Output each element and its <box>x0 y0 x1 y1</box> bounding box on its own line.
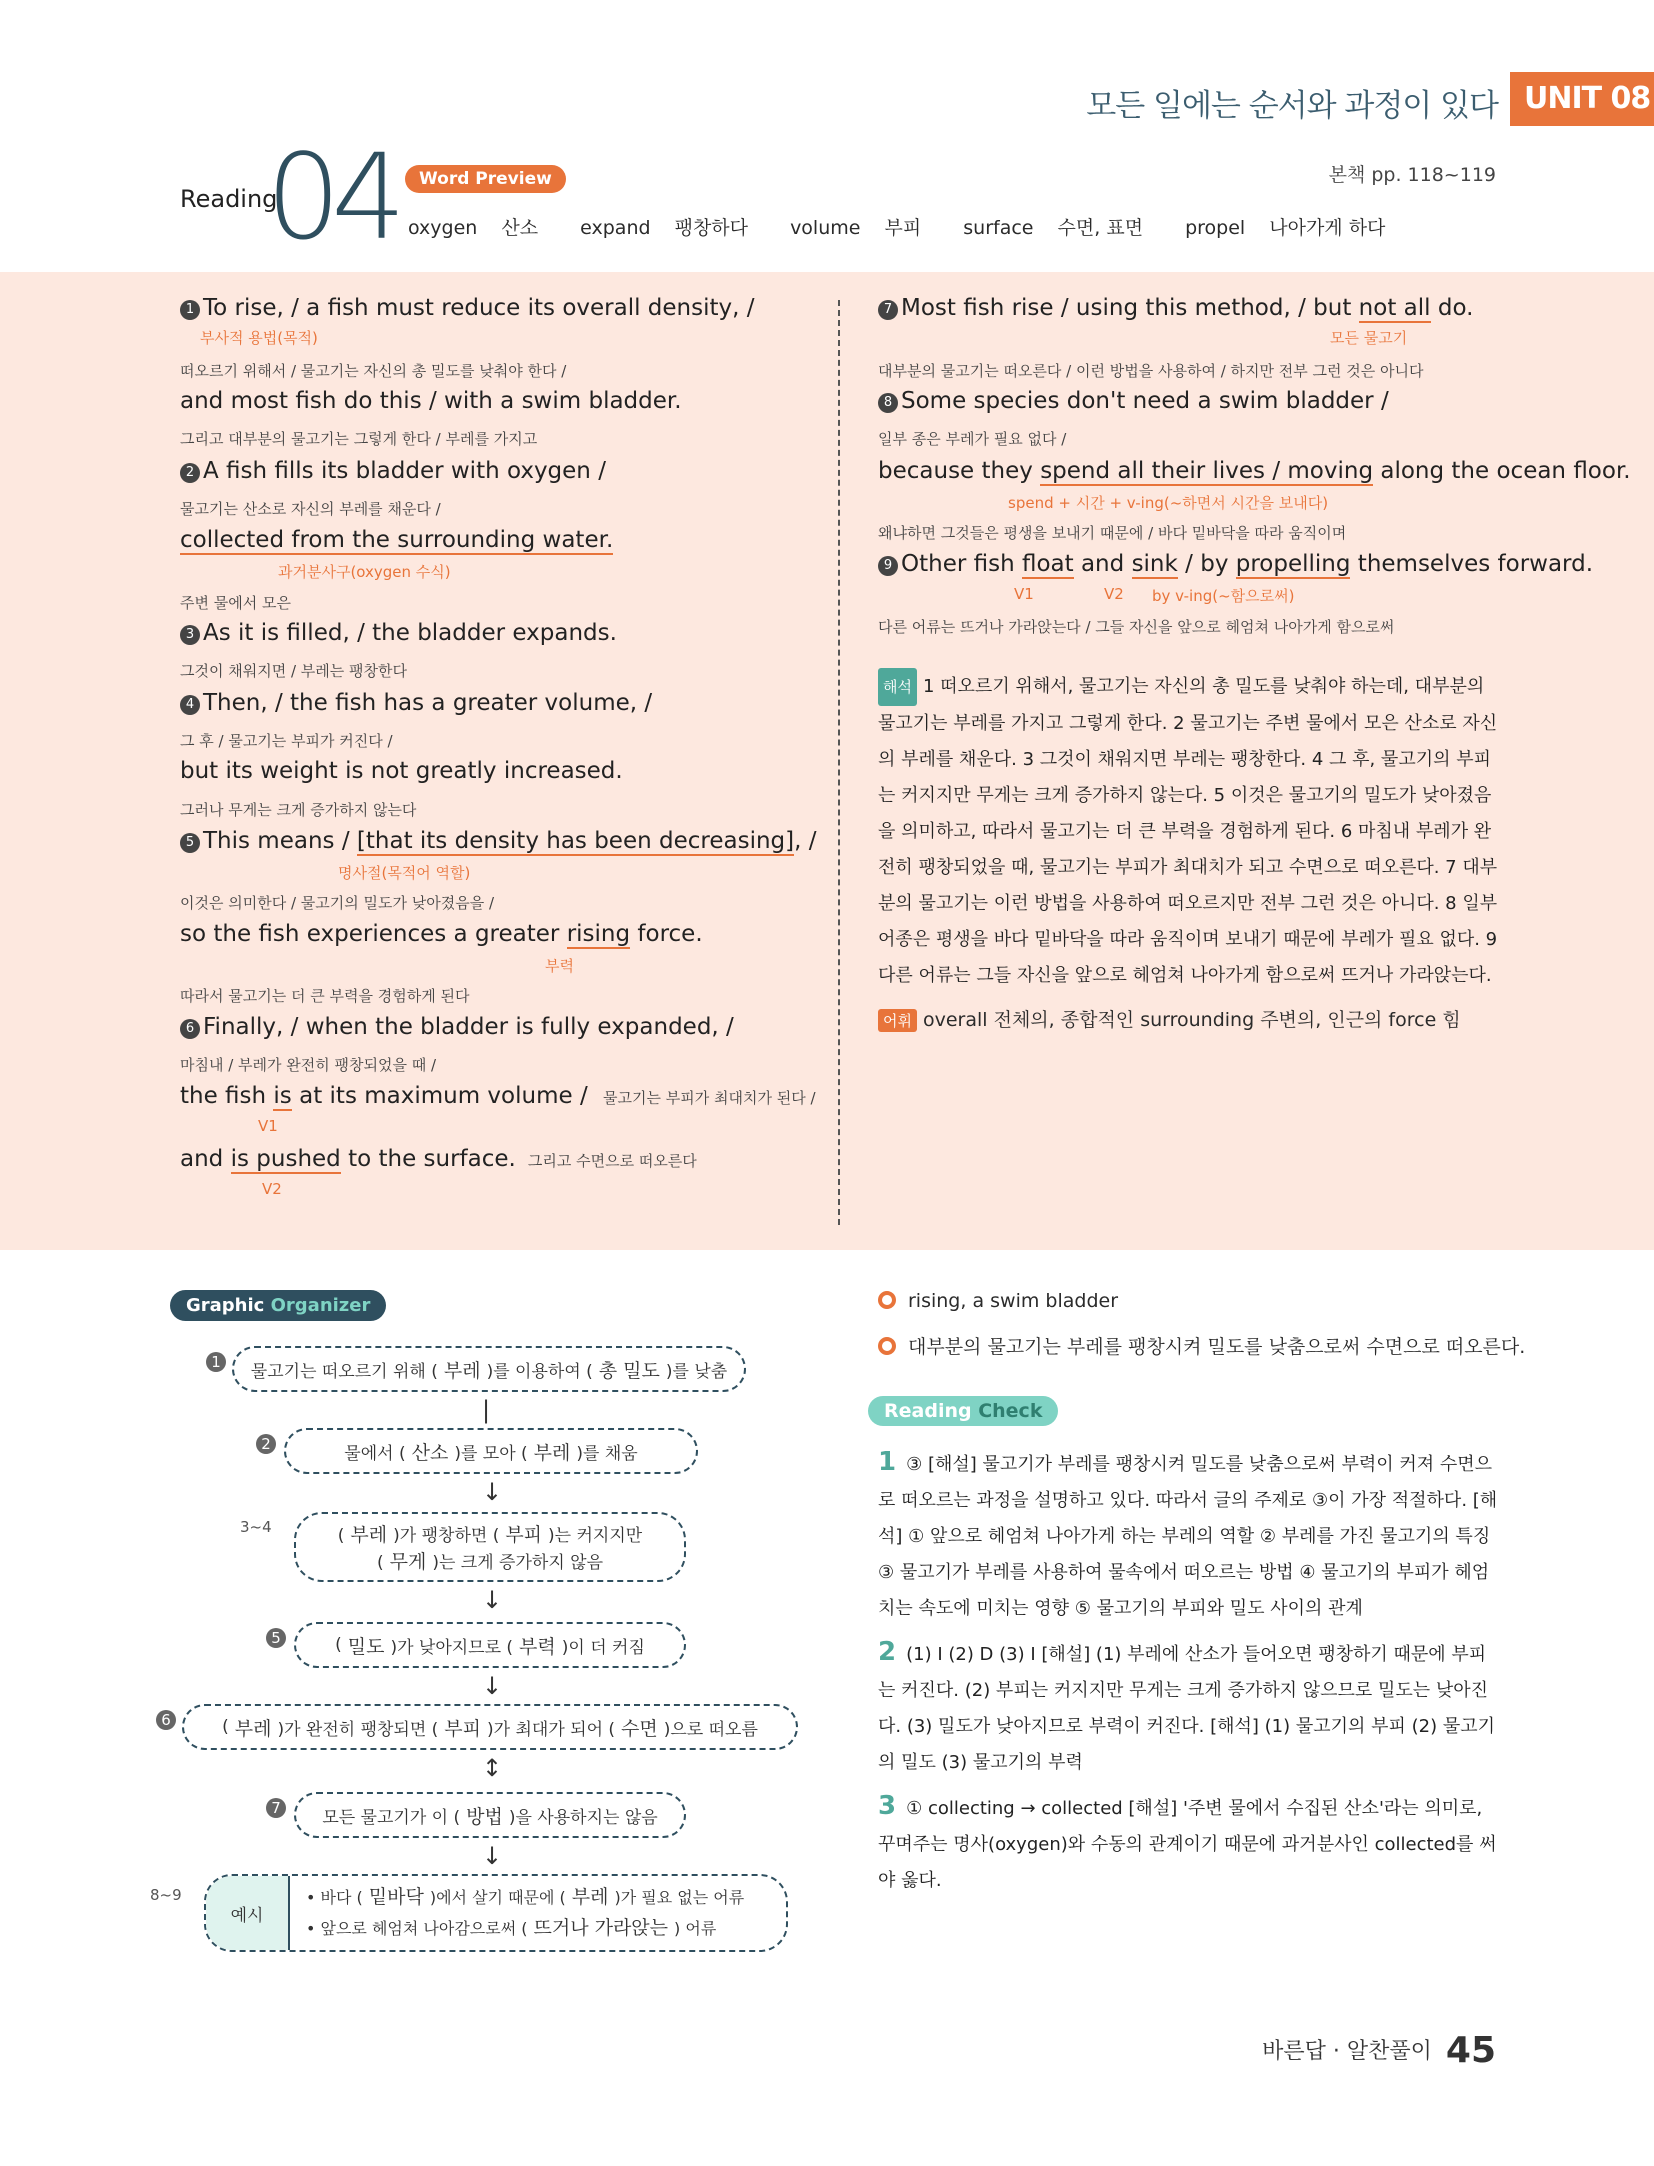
sentence-9: 9 Other fish float and sink / by propelling themselves forward. <box>878 551 1593 577</box>
arrow-down-icon: | <box>482 1396 491 1424</box>
reading-check-badge: Reading Check <box>868 1396 1058 1426</box>
translation: 그러나 무게는 크게 증가하지 않는다 <box>180 801 417 819</box>
grammar-note: 모든 물고기 <box>1330 329 1408 347</box>
word-item: oxygen 산소 <box>408 217 539 239</box>
translation: 그 후 / 물고기는 부피가 커진다 / <box>180 732 393 750</box>
organizer-box-2: 물에서 ( 산소 )를 모아 ( 부레 )를 채움 <box>284 1428 698 1474</box>
arrow-updown-icon: ↕ <box>482 1754 503 1782</box>
step-number: 7 <box>266 1798 286 1818</box>
organizer-box-3: ( 부레 )가 팽창하면 ( 부피 )는 커지지만 ( 무게 )는 크게 증가하지 않음 <box>294 1512 686 1582</box>
grammar-note: V1 <box>258 1117 278 1135</box>
answer-1: rising, a swim bladder <box>878 1290 1118 1312</box>
translation: 왜냐하면 그것들은 평생을 보내기 때문에 / 바다 밑바닥을 따라 움직이며 <box>878 524 1347 542</box>
translation: 마침내 / 부레가 완전히 팽창되었을 때 / <box>180 1056 437 1074</box>
circle-icon <box>878 1291 896 1309</box>
translation: 다른 어류는 뜨거나 가라앉는다 / 그들 자신을 앞으로 헤엄쳐 나아가게 함으로써 <box>878 618 1395 636</box>
vocabulary: 어휘 overall 전체의, 종합적인 surrounding 주변의, 인근의 force 힘 <box>878 1005 1461 1032</box>
step-number: 3~4 <box>240 1518 272 1536</box>
grammar-note: 부력 <box>545 957 574 975</box>
page-reference: 본책 pp. 118~119 <box>1328 164 1496 186</box>
page-number: 45 <box>1445 2030 1496 2071</box>
reading-number: 04 <box>266 128 397 266</box>
grammar-note: 과거분사구(oxygen 수식) <box>278 563 451 581</box>
step-number: 8~9 <box>150 1886 182 1904</box>
reading-check-item-1: 1 ③ [해설] 물고기가 부레를 팽창시켜 밀도를 낮춤으로써 부력이 커져 수면으로 떠오르는 과정을 설명하고 있다. 따라서 글의 주제로 ③이 가장 적절하다. [해석] ① 앞으로 헤엄쳐 나아가게 하는 부레의 역할 ② 부레를 가진 물고기의 특징 ③ 물고기가 부레를 사용하여 물속에서 떠오르는 방법 ④ 물고기의 부피가 헤엄치는 속도에 미치는 영향 ⑤ 물고기의 부피와 밀도 사이의 관계 <box>878 1447 1498 1619</box>
grammar-note: V2 <box>1104 585 1124 603</box>
footer: 바른답 · 알찬풀이 45 <box>1262 2030 1496 2071</box>
grammar-note: 명사절(목적어 역할) <box>338 864 471 882</box>
word-item: expand 팽창하다 <box>580 217 749 239</box>
sentence-1: 1 To rise, / a fish must reduce its overall density, / <box>180 295 755 321</box>
sentence-8: 8 Some species don't need a swim bladder / <box>878 388 1389 414</box>
grammar-note: V2 <box>262 1180 282 1198</box>
organizer-box-8: 예시 • 바다 ( 밑바닥 )에서 살기 때문에 ( 부레 )가 필요 없는 어류 • 앞으로 헤엄쳐 나아감으로써 ( 뜨거나 가라앉는 ) 어류 <box>204 1874 788 1952</box>
circle-icon <box>878 1337 896 1355</box>
grammar-note: 부사적 용법(목적) <box>200 329 318 347</box>
organizer-box-1: 물고기는 떠오르기 위해 ( 부레 )를 이용하여 ( 총 밀도 )를 낮춤 <box>232 1346 746 1392</box>
answer-2: 대부분의 물고기는 부레를 팽창시켜 밀도를 낮춤으로써 수면으로 떠오른다. <box>878 1332 1525 1359</box>
arrow-down-icon: ↓ <box>482 1478 503 1506</box>
step-number: 2 <box>256 1434 276 1454</box>
sentence-5b: so the fish experiences a greater rising force. <box>180 921 703 947</box>
sentence-3: 3 As it is filled, / the bladder expands. <box>180 620 617 646</box>
example-label: 예시 <box>206 1876 290 1950</box>
word-preview-list <box>408 213 1421 240</box>
arrow-down-icon: ↓ <box>482 1586 503 1614</box>
translation: 이것은 의미한다 / 물고기의 밀도가 낮아졌음을 / <box>180 894 495 912</box>
sentence-8b: because they spend all their lives / moving along the ocean floor. <box>878 458 1631 484</box>
organizer-box-7: 모든 물고기가 이 ( 방법 )을 사용하지는 않음 <box>294 1792 686 1838</box>
sentence-5: 5 This means / [that its density has been decreasing], / <box>180 828 816 854</box>
step-number: 6 <box>156 1710 176 1730</box>
sentence-6b: the fish is at its maximum volume / 물고기는 부피가 최대치가 된다 / <box>180 1083 816 1109</box>
reading-check-item-2: 2 (1) I (2) D (3) I [해설] (1) 부레에 산소가 들어오면 팽창하기 때문에 부피는 커진다. (2) 부피는 커지지만 무게는 크게 증가하지 않으므로 밀도는 낮아진다. (3) 밀도가 낮아지므로 부력이 커진다. [해석] (1) 물고기의 부피 (2) 물고기의 밀도 (3) 물고기의 부력 <box>878 1637 1496 1773</box>
sentence-2: 2 A fish fills its bladder with oxygen / <box>180 458 606 484</box>
translation: 물고기는 산소로 자신의 부레를 채운다 / <box>180 500 441 518</box>
arrow-down-icon: ↓ <box>482 1842 503 1870</box>
sentence-7: 7 Most fish rise / using this method, / but not all do. <box>878 295 1473 321</box>
translation: 주변 물에서 모은 <box>180 594 291 612</box>
sentence-2b: collected from the surrounding water. <box>180 527 614 553</box>
column-divider <box>838 300 840 1225</box>
graphic-organizer-badge: Graphic Organizer <box>170 1290 386 1321</box>
step-number: 1 <box>206 1352 226 1372</box>
grammar-note: by v-ing(~함으로써) <box>1152 587 1295 605</box>
translation: 그리고 대부분의 물고기는 그렇게 한다 / 부레를 가지고 <box>180 430 538 448</box>
translation-explanation: 해석 1 떠오르기 위해서, 물고기는 자신의 총 밀도를 낮춰야 하는데, 대부분의 물고기는 부레를 가지고 그렇게 한다. 2 물고기는 주변 물에서 모은 산소로 자신의 부레를 채운다. 3 그것이 채워지면 부레는 팽창한다. 4 그 후, 물고기의 부피는 커지지만 무게는 크게 증가하지 않는다. 5 이것은 물고기의 밀도가 낮아졌음을 의미하고, 따라서 물고기는 더 큰 부력을 경험하게 된다. 6 마침내 부레가 완전히 팽창되었을 때, 물고기는 부피가 최대치가 되고 수면으로 떠오른다. 7 대부분의 물고기는 이런 방법을 사용하여 떠오르지만 전부 그런 것은 아니다. 8 일부 어종은 평생을 바다 밑바닥을 따라 움직이며 보내기 때문에 부레가 필요 없다. 9 다른 어류는 그들 자신을 앞으로 헤엄쳐 나아가게 함으로써 뜨거나 가라앉는다. <box>878 668 1498 994</box>
word-item: volume 부피 <box>790 217 922 239</box>
translation: 따라서 물고기는 더 큰 부력을 경험하게 된다 <box>180 987 470 1005</box>
grammar-note: spend + 시간 + v-ing(~하면서 시간을 보내다) <box>1008 494 1329 512</box>
organizer-box-6: ( 부레 )가 완전히 팽창되면 ( 부피 )가 최대가 되어 ( 수면 )으로 떠오름 <box>182 1704 798 1750</box>
sentence-1b: and most fish do this / with a swim bladder. <box>180 388 682 414</box>
unit-title: 모든 일에는 순서와 과정이 있다 <box>1086 88 1498 124</box>
reading-check-item-3: 3 ① collecting → collected [해설] '주변 물에서 수집된 산소'라는 의미로, 꾸며주는 명사(oxygen)와 수동의 관계이기 때문에 과거분사인 collected를 써야 옳다. <box>878 1791 1497 1891</box>
step-number: 5 <box>266 1628 286 1648</box>
sentence-6c: and is pushed to the surface. 그리고 수면으로 떠오른다 <box>180 1146 697 1172</box>
sentence-6: 6 Finally, / when the bladder is fully expanded, / <box>180 1014 734 1040</box>
translation: 떠오르기 위해서 / 물고기는 자신의 총 밀도를 낮춰야 한다 / <box>180 362 567 380</box>
translation: 대부분의 물고기는 떠오른다 / 이런 방법을 사용하여 / 하지만 전부 그런 것은 아니다 <box>878 362 1424 380</box>
sentence-4: 4 Then, / the fish has a greater volume, / <box>180 690 652 716</box>
reading-label: Reading <box>180 185 278 213</box>
translation: 그것이 채워지면 / 부레는 팽창한다 <box>180 662 407 680</box>
arrow-down-icon: ↓ <box>482 1672 503 1700</box>
organizer-box-5: ( 밀도 )가 낮아지므로 ( 부력 )이 더 커짐 <box>294 1622 686 1668</box>
grammar-note: V1 <box>1014 585 1034 603</box>
unit-tab: UNIT 08 <box>1510 72 1654 126</box>
word-item: propel 나아가게 하다 <box>1185 217 1386 239</box>
sentence-4b: but its weight is not greatly increased. <box>180 758 623 784</box>
word-item: surface 수면, 표면 <box>963 217 1144 239</box>
word-preview-badge: Word Preview <box>405 165 566 193</box>
translation: 일부 종은 부레가 필요 없다 / <box>878 430 1067 448</box>
